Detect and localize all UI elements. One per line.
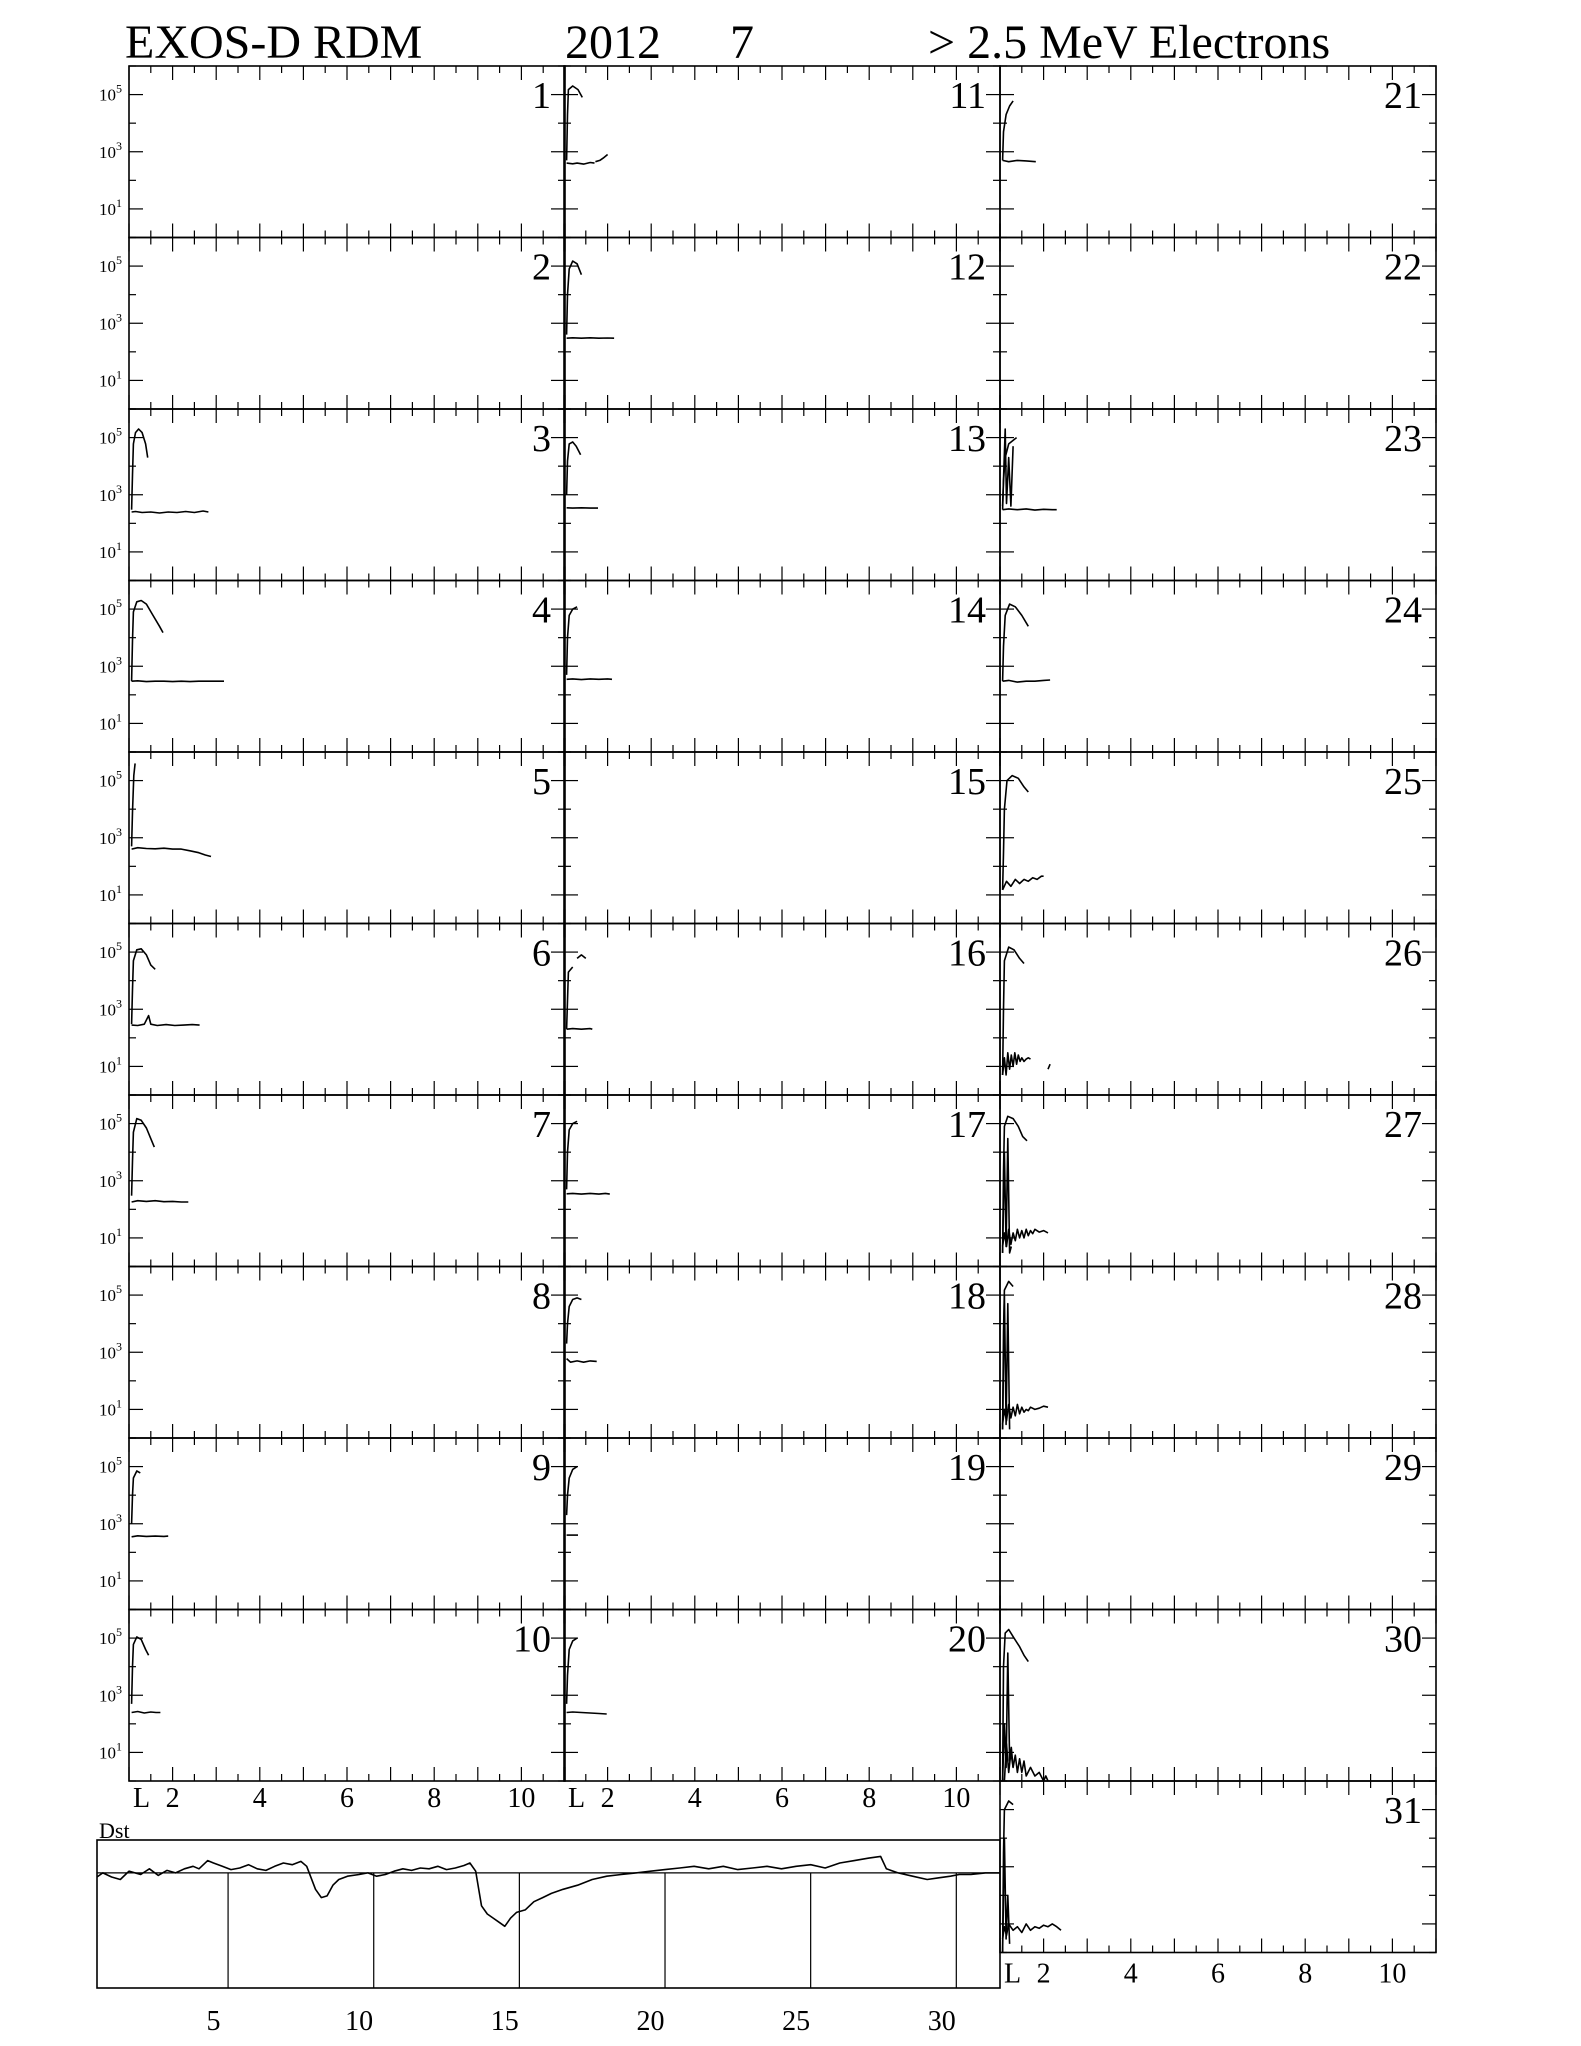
y-tick-label [99,196,122,219]
day-panel-15 [564,752,1000,924]
panel-frame [129,238,565,410]
dst-x-tick-label: 20 [636,2006,665,2037]
y-tick-base: 10 [99,542,116,562]
day-number: 21 [1384,75,1422,117]
y-tick-exponent: 5 [116,767,122,782]
flux-trace [132,1016,200,1026]
l-axis-tick-label: 10 [507,1783,536,1814]
flux-trace [1048,1064,1050,1069]
flux-trace [567,1193,610,1194]
day-panel-30 [1000,1610,1436,1782]
l-axis-tick-label: 4 [1123,1958,1138,1990]
day-number: 6 [532,932,551,975]
y-tick-base: 10 [99,771,116,791]
y-tick-exponent: 3 [116,653,122,668]
dst-x-tick-label: 5 [206,2006,221,2037]
y-tick-exponent: 1 [116,710,122,725]
y-tick-base: 10 [99,1171,116,1191]
day-panel-5 [129,752,565,924]
l-axis-labels-right [1004,1959,1406,1990]
y-tick-exponent: 5 [116,1110,122,1125]
panel-frame [564,1610,1000,1782]
l-axis-first-label: L [568,1783,586,1814]
y-axis-labels-day-2 [99,253,122,390]
flux-trace [567,1638,578,1704]
y-tick-exponent: 5 [116,1453,122,1468]
y-tick-label [99,825,122,848]
day-number: 14 [948,589,986,632]
y-tick-label [99,482,122,505]
flux-trace [132,681,224,682]
y-tick-label [99,539,122,562]
panel-frame [1000,924,1436,1096]
y-tick-label [99,310,122,333]
y-tick-label [99,596,122,619]
day-number: 17 [948,1104,986,1146]
y-tick-base: 10 [99,1000,116,1020]
panel-frame [129,1095,565,1267]
panel-frame [564,924,1000,1096]
day-number: 4 [532,589,551,632]
y-tick-base: 10 [99,1457,116,1477]
y-tick-exponent: 1 [116,1739,122,1754]
panel-frame [1000,1095,1436,1267]
y-tick-exponent: 1 [116,881,122,896]
l-axis-tick-label: 10 [1378,1958,1407,1990]
year-label: 2012 [565,16,661,69]
day-panel-2 [129,238,565,410]
day-number: 20 [948,1618,986,1661]
dst-panel [97,1818,1000,2037]
day-panel-4 [129,581,565,753]
dst-x-tick-label: 25 [782,2006,811,2037]
y-tick-exponent: 5 [116,596,122,611]
flux-trace [132,1119,155,1196]
y-tick-base: 10 [99,1400,116,1420]
day-number: 30 [1384,1618,1422,1661]
y-tick-exponent: 1 [116,1053,122,1068]
panel-frame [1000,66,1436,238]
day-panel-1 [129,66,565,238]
day-number: 19 [948,1447,986,1489]
panel-frame [564,581,1000,753]
flux-trace [132,601,163,682]
panel-frame [1000,1781,1436,1953]
panel-frame [564,1267,1000,1439]
instrument-label: EXOS-D RDM [125,16,423,69]
l-axis-tick-label: 2 [165,1783,180,1814]
flux-trace [1003,876,1044,890]
y-tick-exponent: 3 [116,996,122,1011]
y-tick-base: 10 [99,199,116,219]
y-tick-base: 10 [99,142,116,162]
y-tick-exponent: 1 [116,1396,122,1411]
day-number: 5 [532,761,551,803]
flux-trace [567,679,612,680]
dst-x-tick-label: 30 [927,2006,956,2037]
y-tick-base: 10 [99,943,116,963]
l-axis-first-label: L [1004,1958,1022,1990]
day-panel-3 [129,409,565,581]
day-number: 31 [1384,1790,1422,1832]
y-tick-exponent: 1 [116,1224,122,1239]
y-tick-label [99,1339,122,1362]
day-panel-28 [1000,1267,1436,1439]
y-tick-base: 10 [99,1571,116,1591]
day-panel-6 [129,924,565,1096]
day-number: 24 [1384,589,1422,632]
panel-frame [129,1438,565,1610]
day-number: 28 [1384,1275,1422,1318]
panel-frame [129,924,565,1096]
y-tick-exponent: 5 [116,939,122,954]
y-tick-exponent: 3 [116,1339,122,1354]
y-tick-exponent: 1 [116,538,122,553]
y-tick-exponent: 5 [116,253,122,268]
l-axis-tick-label: 6 [1211,1958,1225,1990]
day-panel-22 [1000,238,1436,410]
panel-frame [1000,238,1436,410]
day-number: 27 [1384,1104,1422,1146]
y-tick-exponent: 3 [116,138,122,153]
flux-trace [1003,509,1057,510]
flux-trace [1003,680,1051,682]
panel-frame [129,409,565,581]
month-label: 7 [730,16,754,69]
day-panel-26 [1000,924,1436,1096]
y-tick-exponent: 3 [116,1510,122,1525]
day-number: 22 [1384,246,1422,289]
day-panel-12 [564,238,1000,410]
y-tick-exponent: 5 [116,424,122,439]
flux-trace [567,442,581,495]
l-axis-tick-label: 2 [600,1783,615,1814]
y-axis-labels-day-7 [99,1111,122,1248]
y-tick-exponent: 3 [116,1682,122,1697]
y-axis-labels-day-10 [99,1625,122,1762]
y-tick-exponent: 5 [116,1625,122,1640]
day-number: 29 [1384,1447,1422,1489]
y-axis-labels-day-5 [99,768,122,905]
flux-trace [1003,1053,1031,1075]
y-tick-label [99,1625,122,1648]
flux-trace [1003,1924,1061,1939]
l-axis-tick-label: 8 [1298,1958,1313,1990]
y-tick-label [99,367,122,390]
flux-trace [567,1359,597,1363]
y-tick-label [99,1168,122,1191]
l-axis-first-label: L [133,1783,151,1814]
y-tick-base: 10 [99,1114,116,1134]
flux-trace [567,607,578,675]
y-tick-base: 10 [99,1686,116,1706]
panel-frame [1000,581,1436,753]
dst-frame [97,1840,1000,1988]
day-number: 23 [1384,418,1422,460]
panel-frame [129,1267,565,1439]
panel-frame [129,581,565,753]
l-axis-tick-label: 2 [1036,1958,1051,1990]
panel-frame [564,752,1000,924]
y-tick-exponent: 5 [116,81,122,96]
flux-trace [132,1201,189,1202]
y-tick-base: 10 [99,485,116,505]
panel-frame [564,409,1000,581]
flux-trace [567,1029,593,1030]
y-tick-base: 10 [99,600,116,620]
y-tick-exponent: 1 [116,195,122,210]
flux-trace [1003,604,1029,681]
day-panel-16 [564,924,1000,1096]
flux-trace [132,848,211,857]
day-number: 15 [948,761,986,803]
day-number: 13 [948,418,986,460]
y-tick-base: 10 [99,1514,116,1534]
day-panel-24 [1000,581,1436,753]
y-tick-label [99,139,122,162]
l-axis-tick-label: 10 [942,1783,971,1814]
y-tick-base: 10 [99,1629,116,1649]
panel-frame [564,238,1000,410]
y-tick-base: 10 [99,1057,116,1077]
y-axis-labels-day-6 [99,939,122,1076]
l-axis-tick-label: 4 [252,1783,267,1814]
day-number: 26 [1384,932,1422,975]
y-tick-label [99,710,122,733]
y-tick-label [99,253,122,276]
y-axis-labels-day-4 [99,596,122,733]
l-axis-tick-label: 6 [775,1783,789,1814]
day-panel-7 [129,1095,565,1267]
day-panel-23 [1000,409,1436,581]
panel-frame [1000,409,1436,581]
day-number: 1 [532,75,551,117]
y-tick-exponent: 1 [116,1567,122,1582]
y-tick-exponent: 5 [116,1282,122,1297]
flux-trace [132,1536,169,1537]
day-number: 18 [948,1275,986,1318]
flux-trace [1003,776,1029,890]
panel-frame [129,1610,565,1782]
y-tick-exponent: 3 [116,1167,122,1182]
l-axis-tick-label: 8 [427,1783,442,1814]
y-tick-base: 10 [99,828,116,848]
y-tick-label [99,939,122,962]
day-panel-29 [1000,1438,1436,1610]
y-tick-base: 10 [99,85,116,105]
flux-trace [132,1637,149,1704]
energy-label: > 2.5 MeV Electrons [928,16,1331,69]
day-panel-8 [129,1267,565,1439]
flux-trace [567,163,595,165]
y-tick-label [99,653,122,676]
y-tick-exponent: 3 [116,824,122,839]
panel-frame [129,66,565,238]
panel-frame [1000,1267,1436,1439]
dst-label: Dst [99,1818,130,1843]
day-number: 9 [532,1447,551,1489]
y-tick-base: 10 [99,1228,116,1248]
y-tick-label [99,882,122,905]
y-tick-exponent: 3 [116,310,122,325]
day-number: 10 [513,1618,551,1661]
y-tick-label [99,1225,122,1248]
day-number: 11 [949,75,986,117]
y-tick-base: 10 [99,1286,116,1306]
l-axis-tick-label: 8 [862,1783,877,1814]
l-axis-labels-middle [568,1783,970,1814]
flux-trace [567,967,573,1029]
day-panel-19 [564,1438,1000,1610]
day-panel-14 [564,581,1000,753]
dst-x-tick-label: 15 [490,2006,519,2037]
day-panel-9 [129,1438,565,1610]
day-panel-31 [1000,1781,1436,1953]
y-tick-base: 10 [99,314,116,334]
panel-frame [1000,752,1436,924]
day-panel-11 [564,66,1000,238]
y-axis-labels-day-9 [99,1454,122,1591]
day-panel-17 [564,1095,1000,1267]
y-tick-base: 10 [99,657,116,677]
y-tick-label [99,1682,122,1705]
day-panel-20 [564,1610,1000,1782]
y-tick-base: 10 [99,1343,116,1363]
day-panel-10 [129,1610,565,1782]
l-axis-labels-left [133,1783,535,1814]
panel-frame [1000,1438,1436,1610]
panel-frame [564,1095,1000,1267]
day-panel-13 [564,409,1000,581]
daily-panels [99,66,1436,1990]
flux-trace [567,1467,578,1516]
flux-trace [567,1712,607,1714]
y-tick-exponent: 3 [116,481,122,496]
flux-trace [1003,947,1024,1075]
dst-trace [97,1856,1000,1926]
y-tick-base: 10 [99,714,116,734]
day-panel-21 [1000,66,1436,238]
y-tick-label [99,1396,122,1419]
flux-trace [577,955,586,959]
day-number: 8 [532,1275,551,1318]
flux-trace [132,429,148,510]
day-panel-27 [1000,1095,1436,1267]
y-tick-label [99,1454,122,1477]
y-tick-label [99,1053,122,1076]
flux-trace [132,1471,141,1524]
y-axis-labels-day-8 [99,1282,122,1419]
flux-trace [132,949,156,1024]
y-tick-exponent: 1 [116,367,122,382]
flux-trace [567,1121,578,1189]
y-tick-base: 10 [99,257,116,277]
panel-frame [564,66,1000,238]
day-number: 7 [532,1104,551,1146]
flux-trace [132,511,209,513]
flux-trace [1003,160,1036,161]
y-tick-base: 10 [99,371,116,391]
l-axis-tick-label: 4 [687,1783,702,1814]
y-tick-label [99,768,122,791]
day-number: 16 [948,932,986,975]
y-tick-label [99,1568,122,1591]
l-axis-tick-label: 6 [340,1783,354,1814]
panel-frame [1000,1610,1436,1782]
y-axis-labels-day-1 [99,82,122,219]
day-number: 12 [948,246,986,289]
y-tick-label [99,1111,122,1134]
y-axis-labels-day-3 [99,425,122,562]
y-tick-label [99,996,122,1019]
day-number: 3 [532,418,551,460]
flux-trace [132,763,136,846]
y-tick-label [99,425,122,448]
figure-header [125,16,1330,69]
day-panel-18 [564,1267,1000,1439]
dst-x-tick-label: 10 [345,2006,374,2037]
y-tick-label [99,82,122,105]
y-tick-base: 10 [99,1743,116,1763]
panel-frame [564,1438,1000,1610]
y-tick-base: 10 [99,885,116,905]
day-number: 2 [532,246,551,289]
y-tick-base: 10 [99,428,116,448]
y-tick-label [99,1739,122,1762]
y-tick-label [99,1511,122,1534]
flux-trace [567,1298,582,1344]
day-number: 25 [1384,761,1422,803]
day-panel-25 [1000,752,1436,924]
y-tick-label [99,1282,122,1305]
flux-trace [132,1712,161,1714]
panel-frame [129,752,565,924]
flux-trace [595,155,607,162]
